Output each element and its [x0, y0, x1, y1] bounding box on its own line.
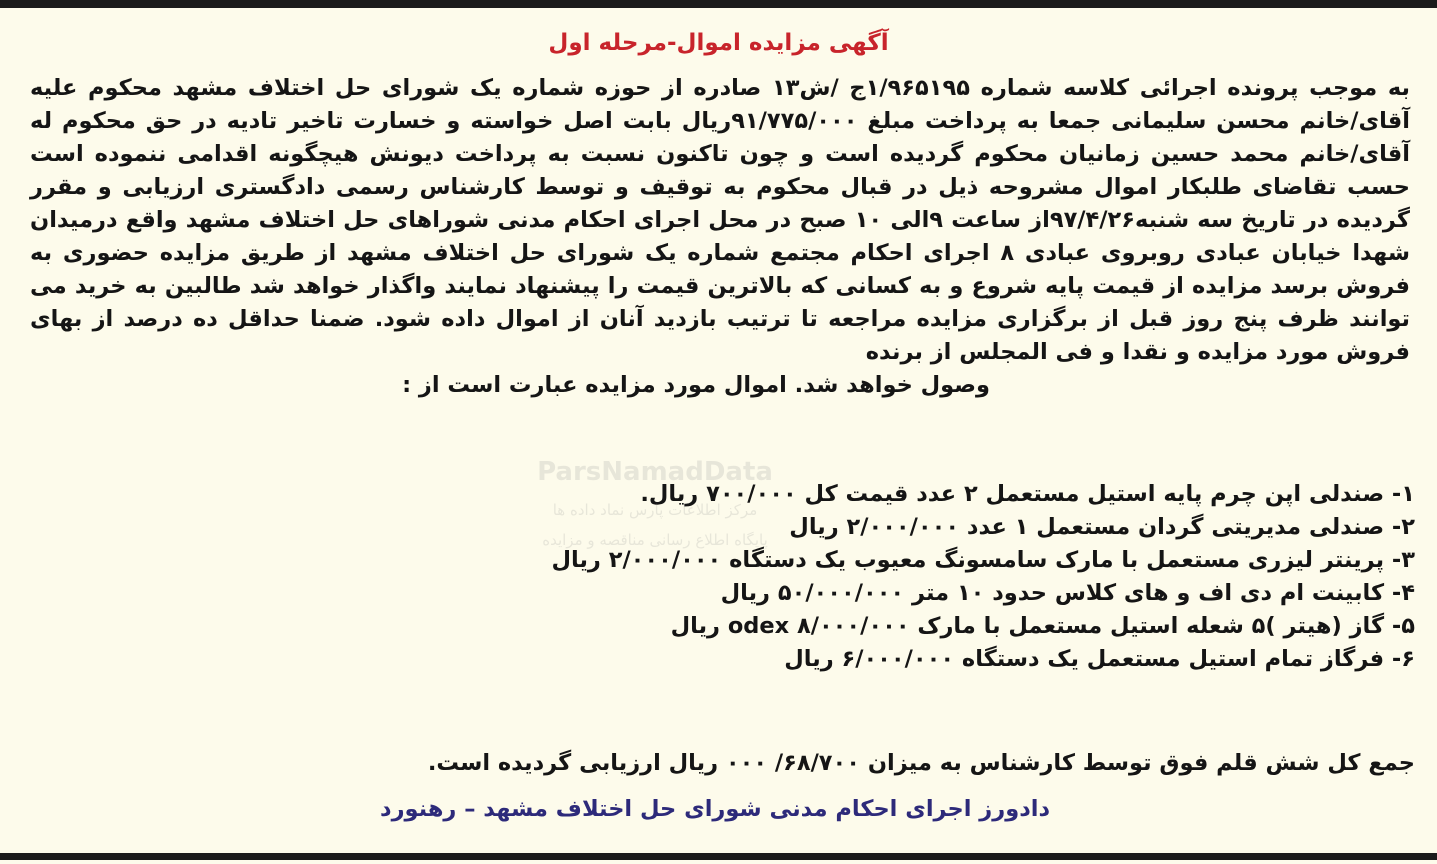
list-item: ۵- گاز (هیتر )۵ شعله استیل مستعمل با مارک odex ۸/۰۰۰/۰۰۰ ریال [670, 613, 1415, 639]
notice-paragraph-end: وصول خواهد شد. اموال مورد مزایده عبارت است از : [402, 372, 990, 398]
notice-paragraph: به موجب پرونده اجرائی کلاسه شماره ۱/۹۶۵۱۹۵ج /ش۱۳ صادره از حوزه شماره یک شورای حل اختلاف مشهد محکوم علیه آقای/خانم محسن سلیمانی جمعا به پرداخت مبلغ ۹۱/۷۷۵/۰۰۰ریال بابت اصل خواسته و خسارت تاخیر تادیه در حق محکوم له آقای/خانم محمد حسین زمانیان محکوم گردیده است و چون تاکنون نسبت به پرداخت دیونش هیچگونه اقدامی ننموده است حسب تقاضای طلبکار اموال مشروحه ذیل در قبال محکوم به توقیف و توسط کارشناس رسمی دادگستری ارزیابی و مقرر گردیده در تاریخ سه شنبه۹۷/۴/۲۶از ساعت ۹الی ۱۰ صبح در محل اجرای احکام مدنی شوراهای حل اختلاف مشهد واقع درمیدان شهدا خیابان عبادی روبروی عبادی ۸ اجرای احکام مجتمع شماره یک شورای حل اختلاف مشهد از طریق مزایده حضوری به فروش برسد مزایده از قیمت پایه شروع و به کسانی که بالاترین قیمت را پیشنهاد نمایند واگذار خواهد شد طالبین به خرید می توانند ظرف پنج روز قبل از برگزاری مزایده مراجعه تا ترتیب بازدید آنان از اموال داده شود. ضمنا حداقل ده درصد از بهای فروش مورد مزایده و نقدا و فی المجلس از برنده [30, 75, 1411, 365]
watermark-line-2: پایگاه اطلاع رسانی مناقصه و مزایده [542, 531, 768, 549]
list-item: ۳- پرینتر لیزری مستعمل با مارک سامسونگ معیوب یک دستگاه ۲/۰۰۰/۰۰۰ ریال [551, 547, 1415, 573]
total-valuation: جمع کل شش قلم فوق توسط کارشناس به میزان ۶۸/۷۰۰/ ۰۰۰ ریال ارزیابی گردیده است. [427, 750, 1415, 776]
signature-line: دادورز اجرای احکام مدنی شورای حل اختلاف مشهد – رهنورد [380, 796, 1050, 822]
notice-title: آگهی مزایده اموال-مرحله اول [548, 30, 889, 56]
bottom-rule [0, 853, 1437, 860]
list-item: ۶- فرگاز تمام استیل مستعمل یک دستگاه ۶/۰۰۰/۰۰۰ ریال [784, 646, 1415, 672]
auction-items-list [30, 478, 1415, 676]
list-item: ۲- صندلی مدیریتی گردان مستعمل ۱ عدد ۲/۰۰۰/۰۰۰ ریال [789, 514, 1415, 540]
watermark-brand: ParsNamadData [537, 457, 773, 487]
list-item: ۴- کابینت ام دی اف و های کلاس حدود ۱۰ متر ۵۰/۰۰۰/۰۰۰ ریال [720, 580, 1415, 606]
notice-body [30, 72, 1410, 402]
top-rule [0, 0, 1437, 8]
list-item: ۱- صندلی اپن چرم پایه استیل مستعمل ۲ عدد قیمت کل ۷۰۰/۰۰۰ ریال. [640, 481, 1415, 507]
watermark-line-1: مرکز اطلاعات پارس نماد داده ها [552, 501, 758, 519]
